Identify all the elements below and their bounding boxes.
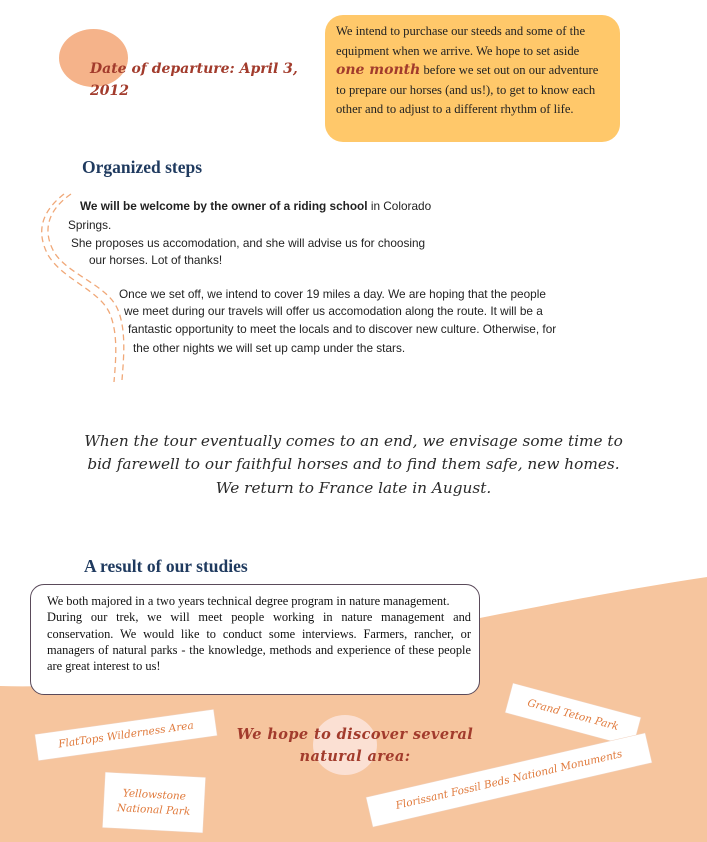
organized-steps-heading: Organized steps <box>82 157 203 177</box>
departure-date: Date of departure: April 3, 2012 <box>90 61 298 99</box>
studies-box <box>30 584 480 695</box>
step-line-6: we meet during our travels will offer us accomodation along the route. It will be a <box>124 304 543 318</box>
step-line-1 <box>80 199 431 213</box>
intent-text-after: before we set out on our adventure to prepare our horses (and us!), to get to know each other and to adjust to a different rhythm of life. <box>336 63 599 117</box>
area-label-yellowstone-2: National Park <box>116 801 191 818</box>
closing-line-2: bid farewell to our faithful horses and to find them safe, new homes. <box>87 455 620 474</box>
step-line-1-bold: We will be welcome by the owner of a riding school <box>80 199 368 213</box>
intent-text-before: We intend to purchase our steeds and some of the equipment when we arrive. We hope to set aside <box>336 24 586 58</box>
step-line-8: the other nights we will set up camp under the stars. <box>133 341 406 355</box>
step-line-2: Springs. <box>68 218 112 232</box>
area-label-florissant: Florissant Fossil Beds National Monuments <box>394 747 624 812</box>
hope-text <box>230 724 480 768</box>
step-line-7: fantastic opportunity to meet the locals and to discover new culture. Otherwise, for <box>128 322 557 336</box>
area-card-yellowstone <box>103 772 206 832</box>
closing-paragraph <box>30 430 677 500</box>
intent-box <box>325 15 620 142</box>
studies-paragraph-2: During our trek, we will meet people working in nature management and conservation. We would like to conduct some interviews. Farmers, rancher, or managers of natural parks - the knowledge, methods and experience of these people are great interest to us! <box>47 610 471 674</box>
hope-line-1: We hope to discover several <box>236 726 474 743</box>
step-line-1-rest: in Colorado <box>370 199 432 213</box>
area-label-flattops: FlatTops Wilderness Area <box>57 719 195 750</box>
intent-accent: one month <box>336 62 421 79</box>
step-line-5: Once we set off, we intend to cover 19 miles a day. We are hoping that the people <box>119 287 546 301</box>
hope-line-2: natural area: <box>299 748 411 765</box>
area-label-teton: Grand Teton Park <box>526 696 620 733</box>
step-line-4: our horses. Lot of thanks! <box>89 253 223 267</box>
area-label-yellowstone-1: Yellowstone <box>122 786 187 803</box>
step-line-3: She proposes us accomodation, and she will advise us for choosing <box>71 236 426 250</box>
closing-line-3: We return to France late in August. <box>215 478 492 497</box>
closing-line-1: When the tour eventually comes to an end, we envisage some time to <box>84 432 623 450</box>
studies-heading: A result of our studies <box>84 556 248 576</box>
studies-paragraph-1: We both majored in a two years technical degree program in nature management. <box>47 594 450 608</box>
